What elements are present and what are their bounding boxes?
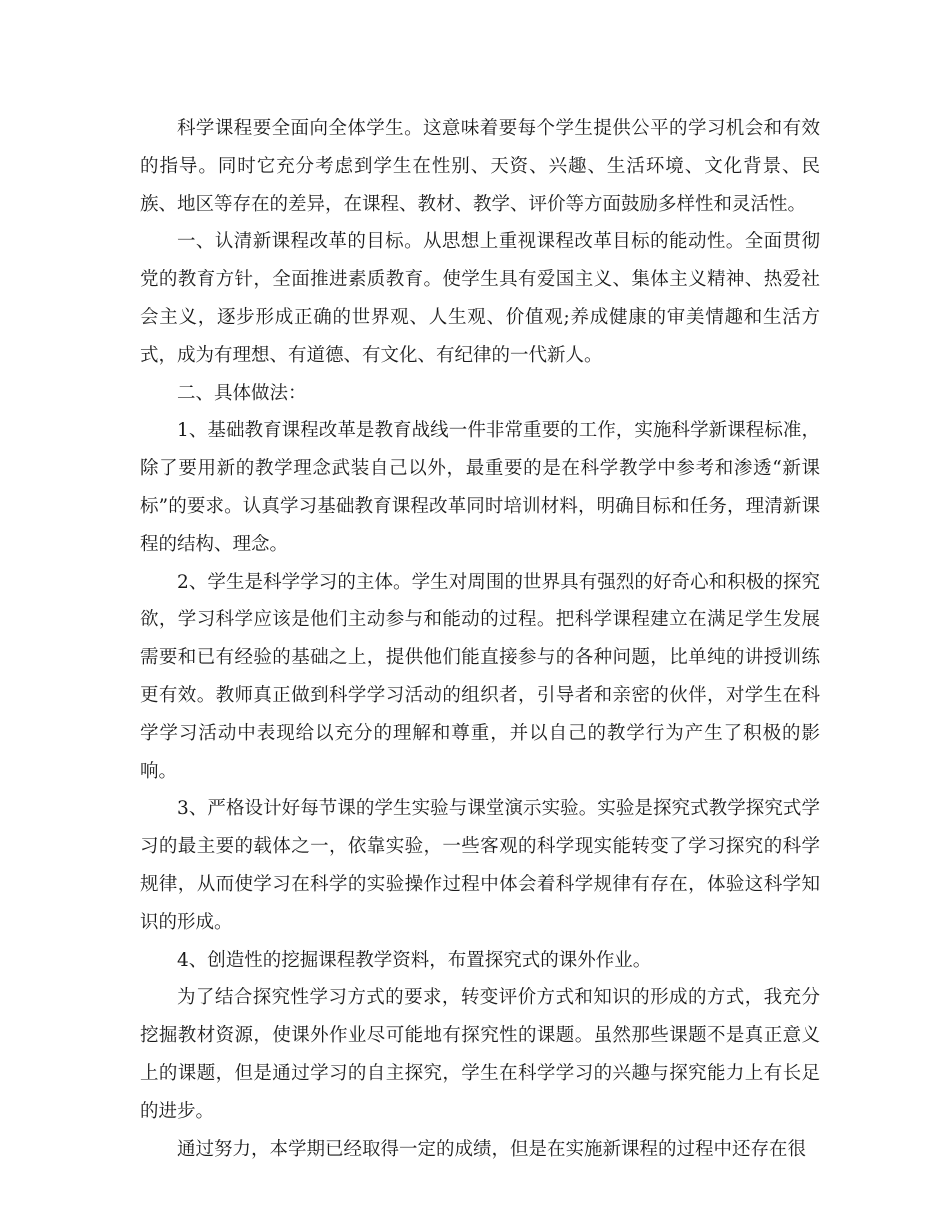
paragraph-item-1: 1、基础教育课程改革是教育战线一件非常重要的工作，实施科学新课程标准，除了要用新的教学理念武装自己以外，最重要的是在科学教学中参考和渗透“新课标”的要求。认真学习基础教育课程改革同时培训材料，明确目标和任务，理清新课程的结构、理念。 — [140, 420, 820, 555]
paragraph-item-4-detail: 为了结合探究性学习方式的要求，转变评价方式和知识的形成的方式，我充分挖掘教材资源，使课外作业尽可能地有探究性的课题。虽然那些课题不是真正意义上的课题，但是通过学习的自主探究，学生在科学学习的兴趣与探究能力上有长足的进步。 — [140, 987, 820, 1122]
paragraph-item-4: 4、创造性的挖掘课程教学资料，布置探究式的课外作业。 — [177, 949, 652, 971]
document-body — [140, 110, 820, 1168]
paragraph-section-two-heading: 二、具体做法： — [177, 382, 307, 404]
paragraph-intro: 科学课程要全面向全体学生。这意味着要每个学生提供公平的学习机会和有效的指导。同时它充分考虑到学生在性别、天资、兴趣、生活环境、文化背景、民族、地区等存在的差异，在课程、教材、教学、评价等方面鼓励多样性和灵活性。 — [140, 118, 820, 215]
paragraph-item-2: 2、学生是科学学习的主体。学生对周围的世界具有强烈的好奇心和积极的探究欲，学习科学应该是他们主动参与和能动的过程。把科学课程建立在满足学生发展需要和已有经验的基础之上，提供他们能直接参与的各种问题，比单纯的讲授训练更有效。教师真正做到科学学习活动的组织者，引导者和亲密的伙伴，对学生在科学学习活动中表现给以充分的理解和尊重，并以自己的教学行为产生了积极的影响。 — [140, 571, 820, 782]
paragraph-conclusion: 通过努力，本学期已经取得一定的成绩，但是在实施新课程的过程中还存在很 — [177, 1138, 807, 1160]
paragraph-item-3: 3、严格设计好每节课的学生实验与课堂演示实验。实验是探究式教学探究式学习的最主要的载体之一，依靠实验，一些客观的科学现实能转变了学习探究的科学规律，从而使学习在科学的实验操作过程中体会着科学规律有存在，体验这科学知识的形成。 — [140, 798, 820, 933]
paragraph-section-one: 一、认清新课程改革的目标。从思想上重视课程改革目标的能动性。全面贯彻党的教育方针，全面推进素质教育。使学生具有爱国主义、集体主义精神、热爱社会主义，逐步形成正确的世界观、人生观、价值观;养成健康的审美情趣和生活方式，成为有理想、有道德、有文化、有纪律的一代新人。 — [140, 231, 820, 366]
